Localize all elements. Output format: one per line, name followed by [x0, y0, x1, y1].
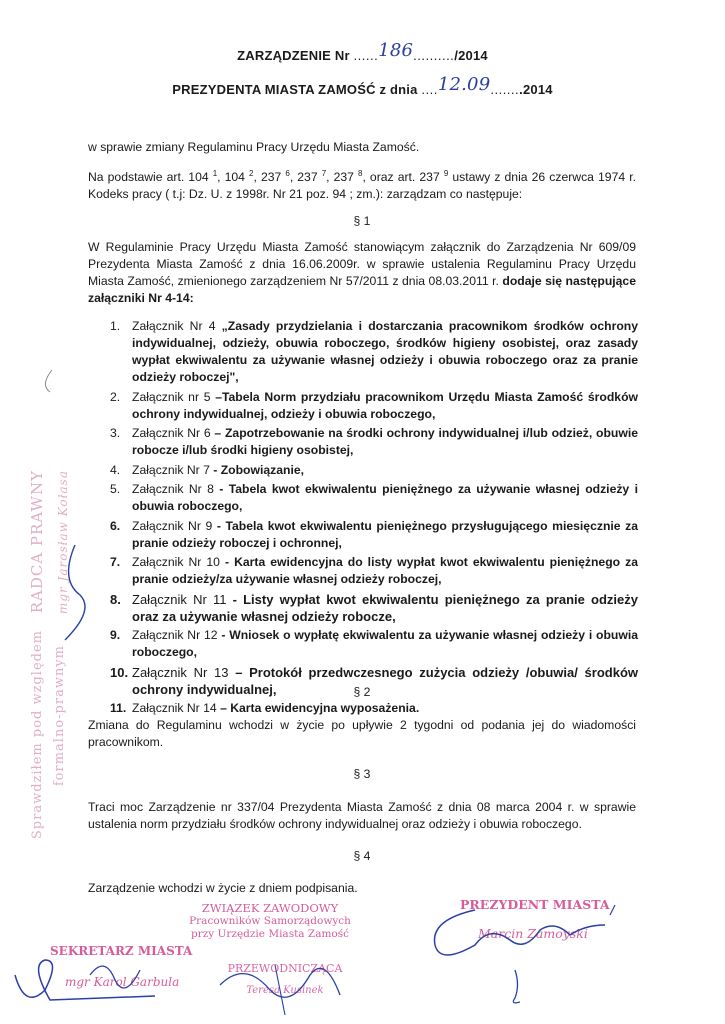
attachment-number: 6. [110, 518, 121, 533]
attachment-item [110, 518, 638, 552]
secretary-signature [5, 930, 205, 1020]
attachment-label: Załącznik Nr 6 [132, 426, 215, 440]
attachment-title: - Zobowiązanie, [213, 462, 305, 477]
attachment-item [110, 700, 638, 717]
attachment-label: Załącznik Nr 13 [132, 664, 236, 680]
attachment-number: 3. [110, 426, 121, 440]
attachment-number: 5. [110, 482, 121, 496]
handwritten-date: 12.09 [437, 74, 491, 95]
attachment-item [110, 425, 638, 459]
attachment-item [110, 554, 638, 588]
section-4-heading: § 4 [353, 849, 371, 863]
attachment-label: Załącznik Nr 10 [132, 555, 225, 569]
attachment-number: 7. [110, 555, 121, 569]
union-stamp: ZWIĄZEK ZAWODOWY Pracowników Samorządowych przy Urzędzie Miasta Zamość [189, 901, 351, 940]
attachment-number: 10. [110, 664, 129, 680]
mayor-stamp: PREZYDENT MIASTA [460, 897, 610, 912]
handwritten-order-number: 186 [378, 40, 414, 61]
secretary-name: mgr Karol Garbula [65, 975, 180, 989]
attachment-title: – Karta ewidencyjna wyposażenia. [220, 701, 420, 715]
section-1-heading: § 1 [353, 214, 371, 228]
attachment-title: „Zasady przydzielania i dostarczania pracownikom środków ochrony indywidualnej, odzieży, obuwia roboczego, środków higieny osobistej, oraz zasady wypłat ekwiwalentu za używanie własnej odzieży i obuwia roboczego oraz za pranie odzieży roboczej", [132, 319, 638, 384]
attachment-title: - Tabela kwot ekwiwalentu pieniężnego za używanie własnej odzieży i obuwia roboczego, [132, 482, 638, 513]
attachment-number: 8. [110, 591, 121, 607]
attachment-title: - Wniosek o wypłatę ekwiwalentu za używanie własnej odzieży i obuwia roboczego, [132, 628, 638, 659]
attachment-item [110, 627, 638, 661]
attachment-title: - Tabela kwot ekwiwalentu pieniężnego przysługującego miesięcznie za pranie odzieży roboczej i ochronnej, [132, 518, 639, 550]
attachments-list [110, 318, 638, 720]
order-title: ZARZĄDZENIE Nr ......186........../2014 [237, 40, 488, 63]
attachment-item [110, 481, 638, 515]
attachment-number: 11. [110, 701, 127, 715]
attachment-label: Załącznik Nr 12 [132, 628, 222, 642]
attachment-label: Załącznik nr 5 [132, 389, 216, 404]
legal-basis: Na podstawie art. 104 $^1$, 104 $^2$, 237 $^6$, 237 $^7$, 237 $^8$, oraz art. 237 $^9$ ustawy z dnia 26 czerwca 1974 r. Kodeks pracy ( t.j: Dz. U. z 1998r. Nr 21 poz. 94 ; zm.): zarządzam co następuje: [88, 169, 636, 202]
secretary-stamp: SEKRETARZ MIASTA [50, 944, 193, 958]
attachment-label: Załącznik Nr 14 [132, 701, 221, 715]
legal-counsel-stamp: RADCA PRAWNY mgr Jarosław Kołasa Sprawdziłem pod względem formalno-prawnym [28, 470, 70, 840]
attachment-item [110, 462, 638, 479]
attachment-title: - Karta ewidencyjna do listy wypłat kwot ekwiwalentu pieniężnego za pranie odzieży/za używanie własnej odzieży roboczej, [132, 555, 638, 586]
attachment-label: Załącznik Nr 4 [132, 319, 222, 333]
section-1-body: W Regulaminie Pracy Urzędu Miasta Zamość stanowiącym załącznik do Zarządzenia Nr 609/09 Prezydenta Miasta Zamość z dnia 16.06.2009r. w sprawie ustalenia Regulaminu Pracy Urzędu Miasta Zamość, zmienionego zarządzeniem Nr 57/2011 z dnia 08.03.2011 r. dodaje się następujące załączniki Nr 4-14: [88, 240, 636, 305]
attachment-item [110, 389, 638, 423]
union-chair-stamp: PRZEWODNICZĄCA Teresa Kusinek [227, 962, 343, 996]
section-3-body: Traci moc Zarządzenie nr 337/04 Prezydenta Miasta Zamość z dnia 08 marca 2004 r. w sprawie ustalenia norm przydziału środków ochrony indywidualnej oraz odzieży i obuwia roboczego. [88, 800, 636, 831]
attachment-title: – Zapotrzebowanie na środki ochrony indywidualnej i/lub odzież, obuwie robocze i/lub środki higieny osobistej, [132, 426, 638, 457]
union-chair-signature [215, 945, 355, 1020]
section-4-body: Zarządzenie wchodzi w życie z dniem podpisania. [88, 881, 358, 895]
section-2-heading: § 2 [353, 685, 371, 699]
attachment-label: Załącznik Nr 7 [132, 462, 214, 477]
order-issuer-date: PREZYDENTA MIASTA ZAMOŚĆ z dnia ....12.09........2014 [172, 74, 553, 97]
attachment-title: –Tabela Norm przydziału pracownikom Urzędu Miasta Zamość środków ochrony indywidualnej, odzieży i obuwia roboczego, [132, 389, 638, 421]
margin-mark [30, 340, 60, 400]
subject-line: w sprawie zmiany Regulaminu Pracy Urzędu Miasta Zamość. [88, 140, 420, 154]
attachment-item [110, 591, 638, 625]
section-3-heading: § 3 [353, 767, 371, 781]
attachment-title: – Protokół przedwczesnego zużycia odzieży /obuwia/ środków ochrony indywidualnej, [132, 664, 638, 697]
attachment-number: 9. [110, 628, 121, 642]
attachment-number: 1. [110, 319, 121, 333]
mayor-name: Marcin Zamoyski [478, 926, 588, 941]
legal-counsel-signature [45, 540, 105, 650]
mayor-signature [420, 890, 640, 1005]
attachment-title: - Listy wypłat kwot ekwiwalentu pieniężnego za pranie odzieży oraz za używanie własnej odzieży robocze, [132, 591, 638, 624]
attachment-number: 2. [110, 389, 121, 404]
attachment-label: Załącznik Nr 11 [132, 591, 233, 607]
attachment-label: Załącznik Nr 8 [132, 482, 220, 496]
attachment-label: Załącznik Nr 9 [132, 518, 217, 533]
section-2-body: Zmiana do Regulaminu wchodzi w życie po upływie 2 tygodni od podania jej do wiadomości pracownikom. [88, 718, 636, 749]
attachment-number: 4. [110, 462, 121, 477]
attachment-item [110, 318, 638, 386]
